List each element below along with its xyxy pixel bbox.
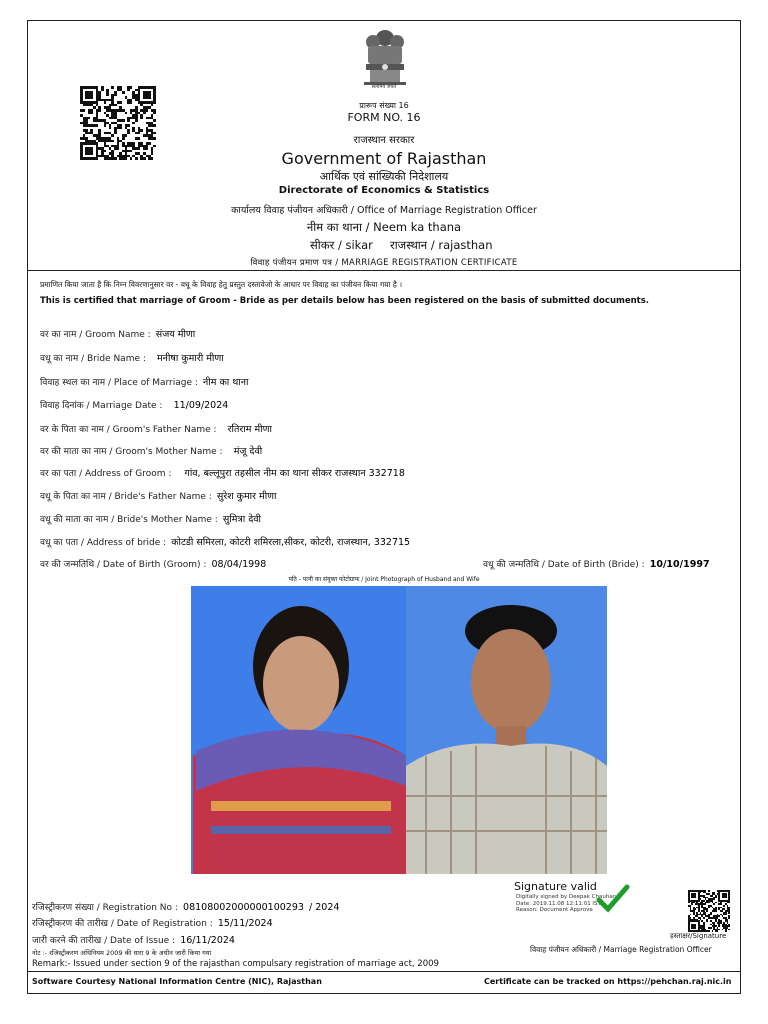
- footer-divider: [27, 971, 741, 972]
- checkmark-icon: [596, 884, 630, 918]
- bride-mother-row: वधू की माता का नाम / Bride's Mother Name : सुमित्रा देवी: [40, 514, 261, 525]
- groom-name-row: वर का नाम / Groom Name : संजय मीणा: [40, 329, 196, 340]
- signature-qr-code-icon: [688, 890, 730, 932]
- bride-address-row: वधू का पता / Address of bride : कोटडी समिरला, कोटरी शमिरला,सीकर, कोटरी, राजस्थान, 332715: [40, 537, 411, 548]
- remark: Remark:- Issued under section 9 of the rajasthan compulsary registration of marriage act, 2009: [32, 959, 439, 969]
- form-no-hindi: प्रारूप संख्या 16: [359, 101, 409, 110]
- groom-address-row: वर का पता / Address of Groom : गांव, बल्लूपुरा तहसील नीम का थाना सीकर राजस्थान 332718: [40, 468, 405, 479]
- place-of-marriage-row: विवाह स्थल का नाम / Place of Marriage : नीम का थाना: [40, 377, 249, 388]
- intro-english: This is certified that marriage of Groom - Bride as per details below has been registered on the basis of submitted documents.: [40, 296, 650, 306]
- groom-mother-row: वर की माता का नाम / Groom's Mother Name : मंजू देवी: [40, 446, 263, 457]
- form-no: FORM NO. 16: [347, 111, 421, 124]
- signature-valid: Signature valid: [514, 880, 597, 893]
- district: सीकर / sikar: [310, 238, 373, 252]
- tracking-link[interactable]: Certificate can be tracked on https://pehchan.raj.nic.in: [484, 977, 732, 986]
- bride-father-row: वधू के पिता का नाम / Bride's Father Name : सुरेश कुमार मीणा: [40, 491, 277, 502]
- signature-details: Digitally signed by Deepak Chauhan Date: 2019.11.08 12:11:01 IST Reason: Document Approve: [516, 894, 617, 913]
- govt-hindi: राजस्थान सरकार: [353, 135, 415, 146]
- emblem-caption: सत्यमेव जयते: [371, 84, 397, 90]
- registration-date-row: रजिस्ट्रीकरण की तारीख / Date of Registration : 15/11/2024: [32, 918, 273, 929]
- issue-date-row: जारी करने की तारीख / Date of Issue : 16/11/2024: [32, 935, 235, 946]
- intro-hindi: प्रमाणित किया जाता है कि निम्न विवरणानुसार वर - वधू के विवाह हेतु प्रस्तुत दस्तावेजो के आधार पर विवाह का पंजीयन किया गया है ।: [40, 280, 403, 289]
- joint-photograph: [191, 586, 607, 874]
- note-hindi: नोट :- रजिस्ट्रीकरण अधिनियम 2009 की धारा 9 के अधीन जारी किया गया: [32, 949, 212, 957]
- dept-title: Directorate of Economics & Statistics: [278, 185, 490, 196]
- photo-caption: पति - पत्नी का संयुक्त फोटोग्राफ / Joint Photograph of Husband and Wife: [288, 576, 480, 583]
- signature-caption: हस्ताक्षर/Signature: [670, 932, 727, 940]
- software-courtesy: Software Courtesy National Information Centre (NIC), Rajasthan: [32, 977, 322, 986]
- groom-dob-row: वर की जन्मतिथि / Date of Birth (Groom) : 08/04/1998: [40, 559, 267, 570]
- office-location: नीम का थाना / Neem ka thana: [306, 220, 462, 234]
- registration-officer: विवाह पंजीयन अधिकारी / Marriage Registration Officer: [530, 945, 712, 954]
- office-title: कार्यालय विवाह पंजीयन अधिकारी / Office of Marriage Registration Officer: [231, 205, 537, 216]
- bride-name-row: वधू का नाम / Bride Name : मनीषा कुमारी मीणा: [40, 353, 224, 364]
- groom-father-row: वर के पिता का नाम / Groom's Father Name : रतिराम मीणा: [40, 424, 272, 435]
- dept-hindi: आर्थिक एवं सांख्यिकी निदेशालय: [319, 170, 449, 183]
- state: राजस्थान / rajasthan: [390, 238, 493, 252]
- certificate-title: विवाह पंजीयन प्रमाण पत्र / MARRIAGE REGISTRATION CERTIFICATE: [250, 258, 518, 268]
- marriage-date-row: विवाह दिनांक / Marriage Date : 11/09/2024: [40, 400, 229, 411]
- divider: [27, 270, 741, 271]
- registration-no-row: रजिस्ट्रीकरण संख्या / Registration No : 08108002000000100293 / 2024: [32, 902, 340, 913]
- bride-dob-row: वधू की जन्मतिथि / Date of Birth (Bride) : 10/10/1997: [483, 559, 710, 570]
- govt-title: Government of Rajasthan: [281, 149, 487, 168]
